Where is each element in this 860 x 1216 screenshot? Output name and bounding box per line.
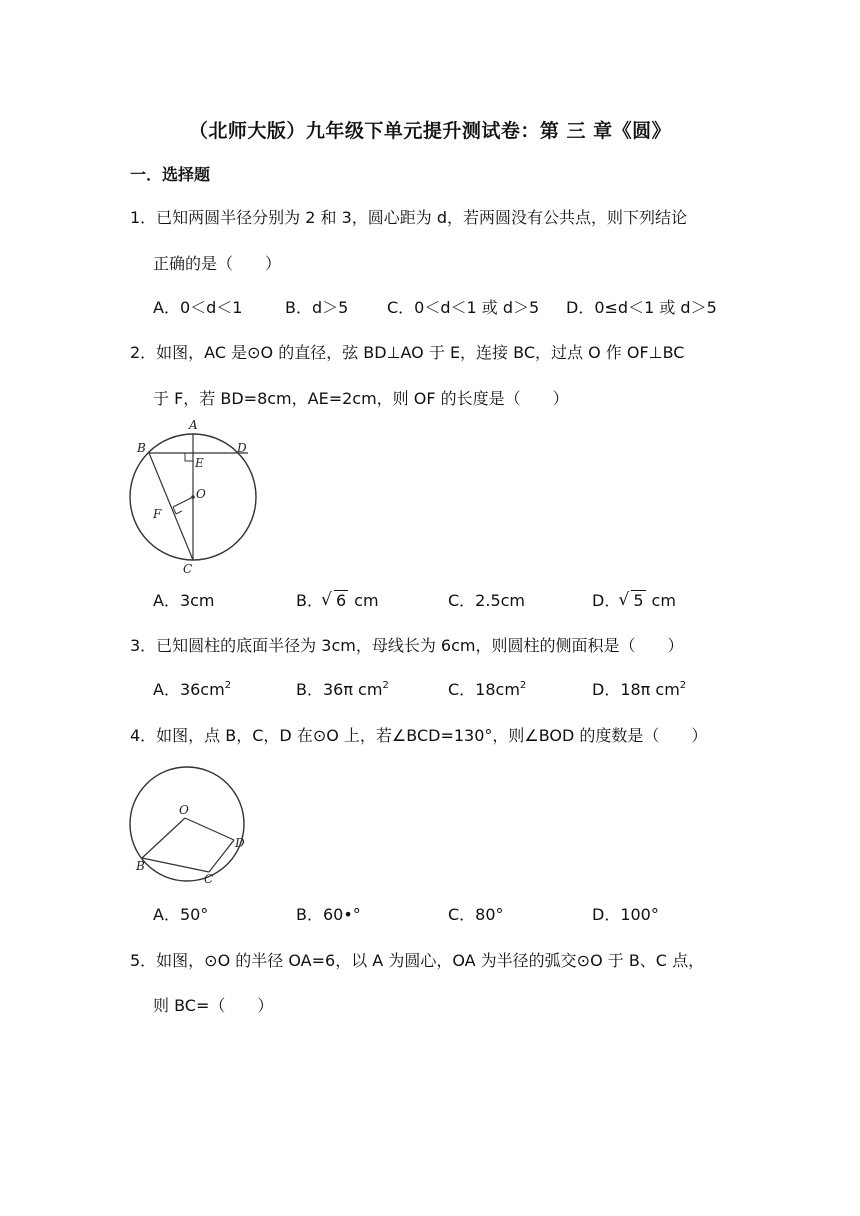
q1-option-a[interactable]: A．0＜d＜1 bbox=[153, 298, 243, 317]
q4-label-o: O bbox=[179, 803, 189, 817]
q2-label-d: D bbox=[237, 441, 247, 455]
q3-option-c[interactable] bbox=[448, 679, 526, 701]
q2-option-a[interactable]: A．3cm bbox=[153, 591, 215, 610]
q4-segment-cd bbox=[209, 840, 234, 872]
q2-option-d-radicand: 5 bbox=[633, 591, 644, 610]
q2-center-dot bbox=[191, 495, 195, 499]
q3-option-b-text: B．36π cm bbox=[296, 680, 383, 699]
q3-option-d[interactable] bbox=[592, 679, 686, 701]
q4-label-d: D bbox=[235, 836, 245, 850]
q5-stem-line1: 5．如图，⊙O 的半径 OA=6，以 A 为圆心，OA 为半径的弧交⊙O 于 B、C 点， bbox=[130, 951, 705, 970]
q2-stem-line1: 2．如图，AC 是⊙O 的直径，弦 BD⊥AO 于 E，连接 BC，过点 O 作 OF⊥BC bbox=[130, 343, 685, 362]
page-title: （北师大版）九年级下单元提升测试卷：第 三 章《圆》 bbox=[188, 120, 672, 142]
q2-right-angle-e bbox=[185, 453, 193, 461]
q4-option-c[interactable]: C．80° bbox=[448, 905, 504, 924]
q2-circle-figure bbox=[125, 418, 265, 580]
q1-stem-line2: 正确的是（ ） bbox=[153, 254, 282, 273]
q2-right-angle-f bbox=[173, 507, 182, 514]
q3-stem-line1: 3．已知圆柱的底面半径为 3cm，母线长为 6cm，则圆柱的侧面积是（ ） bbox=[130, 636, 684, 655]
sqrt-symbol-icon bbox=[323, 590, 348, 612]
q4-label-c: C bbox=[204, 872, 214, 886]
q2-label-c: C bbox=[183, 562, 193, 576]
q4-option-a[interactable]: A．50° bbox=[153, 905, 209, 924]
q3-option-d-text: D．18π cm bbox=[592, 680, 680, 699]
q2-label-o: O bbox=[196, 487, 206, 501]
q2-option-b-prefix: B． bbox=[296, 591, 323, 610]
q3-option-a-exp: 2 bbox=[224, 680, 232, 691]
q2-stem-line2: 于 F，若 BD=8cm，AE=2cm，则 OF 的长度是（ ） bbox=[153, 389, 569, 408]
q2-option-b-radicand: 6 bbox=[335, 591, 347, 610]
q5-stem-line2: 则 BC=（ ） bbox=[153, 996, 274, 1015]
q3-option-a-text: A．36cm bbox=[153, 680, 225, 699]
q2-label-e: E bbox=[195, 456, 204, 470]
q2-option-d-unit: cm bbox=[651, 591, 676, 610]
q2-option-d[interactable] bbox=[592, 590, 676, 612]
q1-option-b[interactable]: B．d＞5 bbox=[285, 298, 349, 317]
q3-option-c-exp: 2 bbox=[519, 680, 527, 691]
q4-circle-figure bbox=[125, 762, 255, 888]
q2-segment-of bbox=[173, 497, 193, 507]
q4-segment-ob bbox=[142, 818, 185, 858]
sqrt-symbol-icon bbox=[620, 590, 645, 612]
q2-label-a: A bbox=[189, 418, 198, 432]
section-heading: 一．选择题 bbox=[130, 165, 211, 184]
q1-option-c[interactable]: C．0＜d＜1 或 d＞5 bbox=[387, 298, 540, 317]
q4-label-b: B bbox=[136, 859, 145, 873]
q2-label-b: B bbox=[137, 441, 146, 455]
q2-option-c[interactable]: C．2.5cm bbox=[448, 591, 526, 610]
q4-circle bbox=[130, 767, 244, 881]
q3-option-b[interactable] bbox=[296, 679, 389, 701]
q2-option-d-prefix: D． bbox=[592, 591, 621, 610]
q3-option-d-exp: 2 bbox=[679, 680, 687, 691]
q4-stem-line1: 4．如图，点 B，C，D 在⊙O 上，若∠BCD=130°，则∠BOD 的度数是（ ） bbox=[130, 726, 708, 745]
q3-option-b-exp: 2 bbox=[382, 680, 389, 691]
q2-option-b-unit: cm bbox=[354, 591, 379, 610]
q4-segment-od bbox=[185, 818, 234, 840]
q3-option-c-text: C．18cm bbox=[448, 680, 520, 699]
q4-option-d[interactable]: D．100° bbox=[592, 905, 659, 924]
q1-stem-line1: 1．已知两圆半径分别为 2 和 3，圆心距为 d，若两圆没有公共点，则下列结论 bbox=[130, 208, 688, 227]
q4-option-b[interactable]: B．60•° bbox=[296, 905, 361, 924]
q2-label-f: F bbox=[153, 507, 162, 521]
q2-option-b[interactable] bbox=[296, 590, 379, 612]
q3-option-a[interactable] bbox=[153, 679, 231, 701]
q1-option-d[interactable]: D．0≤d＜1 或 d＞5 bbox=[566, 298, 717, 317]
